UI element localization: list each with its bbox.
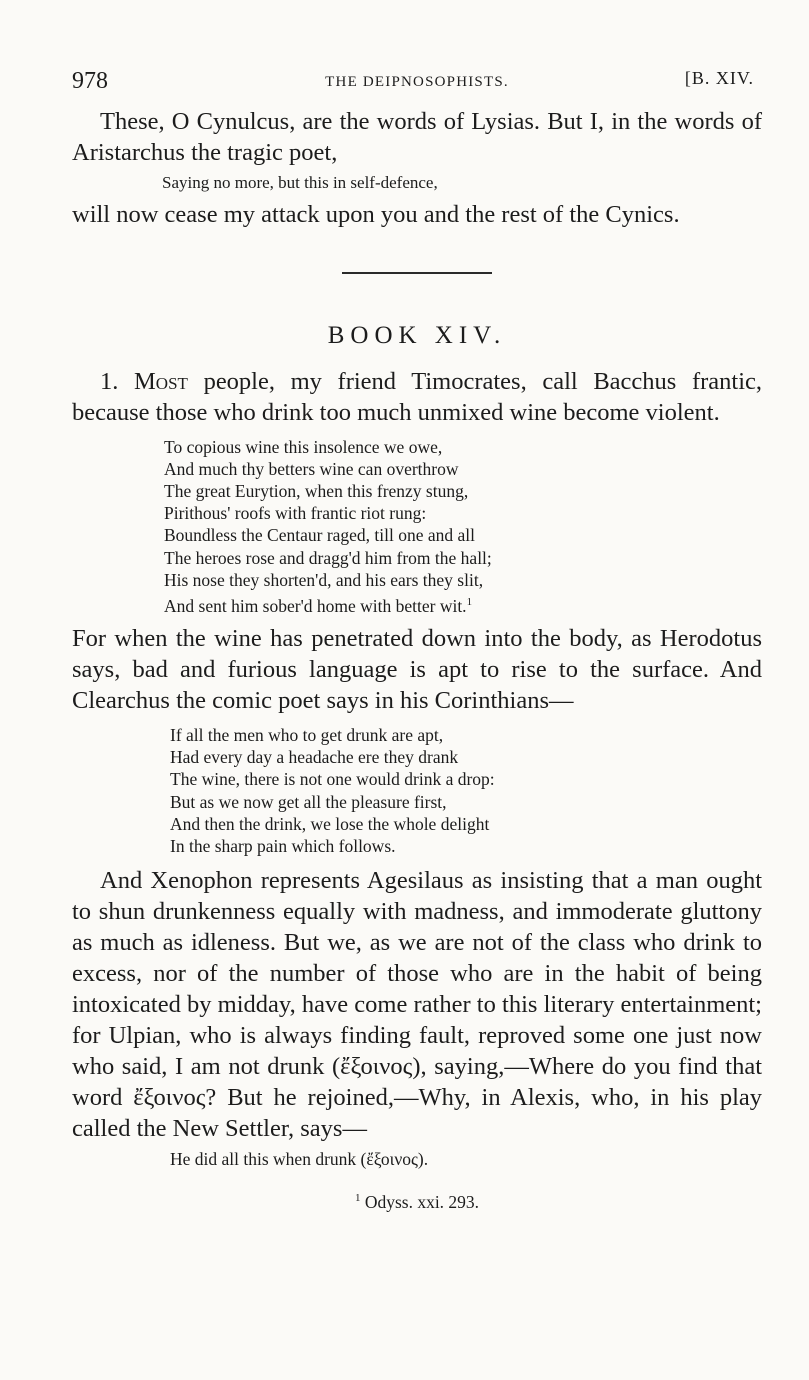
verse-line: Saying no more, but this in self-defence,: [162, 173, 438, 192]
paragraph-text: people, my friend Timocrates, call Bacchus frantic, because those who drink too much unmixed wine become violent.: [72, 367, 763, 426]
verse-line: If all the men who to get drunk are apt,: [170, 724, 444, 745]
verse-block-odyssey: [164, 436, 762, 617]
book-title: BOOK XIV.: [327, 321, 507, 349]
verse-line: And then the drink, we lose the whole delight: [170, 813, 490, 834]
book-page: [72, 58, 762, 1213]
verse-block-alexis: [170, 1148, 762, 1170]
paragraph-herodotus: For when the wine has penetrated down into the body, as Herodotus says, bad and furious language is apt to rise to the surface. And Clearchus the comic poet says in his Corinthians—: [72, 624, 762, 714]
verse-line: But as we now get all the pleasure first,: [170, 791, 447, 812]
intro-paragraph: These, O Cynulcus, are the words of Lysias. But I, in the words of Aristarchus the tragic poet,: [72, 108, 762, 166]
verse-line-text: And sent him sober'd home with better wit.: [164, 595, 467, 616]
intro-continuation: will now cease my attack upon you and the rest of the Cynics.: [72, 200, 680, 228]
running-header: [72, 58, 762, 92]
book-marker: [B. XIV.: [684, 68, 754, 88]
verse-line: In the sharp pain which follows.: [170, 835, 396, 856]
footnote: [72, 1192, 762, 1213]
paragraph-xenophon: And Xenophon represents Agesilaus as insisting that a man ought to shun drunkenness equally with madness, and immoderate gluttony as much as idleness. But we, as we are not of the class who drink to excess, nor of the number of those who are in the habit of being intoxicated by midday, have come rather to this literary entertainment; for Ulpian, who is always finding fault, reproved some one just now who said, I am not drunk (ἔξοινος), saying,—Where do you find that word ἔξοινος? But he rejoined,—Why, in Alexis, who, in his play called the New Settler, says—: [72, 867, 762, 1143]
verse-line: [164, 591, 762, 617]
footnote-marker: 1: [354, 1192, 361, 1205]
verse-line: Pirithous' roofs with frantic riot rung:: [164, 503, 427, 524]
running-title: THE DEIPNOSOPHISTS.: [325, 74, 509, 90]
intro-verse: [162, 172, 762, 195]
verse-line: The heroes rose and dragg'd him from the hall;: [164, 547, 492, 568]
verse-line: To copious wine this insolence we owe,: [164, 436, 443, 457]
section-1-paragraph: [72, 366, 762, 428]
verse-line: Had every day a headache ere they drank: [170, 747, 459, 768]
verse-line: And much thy betters wine can overthrow: [164, 458, 459, 479]
verse-block-clearchus: [170, 724, 762, 857]
verse-line: The wine, there is not one would drink a drop:: [170, 769, 495, 790]
footnote-reference[interactable]: 1: [466, 595, 473, 608]
section-number: 1.: [100, 367, 119, 395]
verse-line: His nose they shorten'd, and his ears they slit,: [164, 569, 484, 590]
lead-word: Most: [134, 367, 188, 395]
section-divider: [342, 272, 492, 274]
verse-line: He did all this when drunk (ἔξοινος).: [170, 1149, 429, 1170]
page-number: 978: [72, 68, 108, 94]
verse-line: Boundless the Centaur raged, till one and all: [164, 525, 476, 546]
verse-line: The great Eurytion, when this frenzy stung,: [164, 480, 469, 501]
footnote-text: Odyss. xxi. 293.: [364, 1192, 480, 1213]
